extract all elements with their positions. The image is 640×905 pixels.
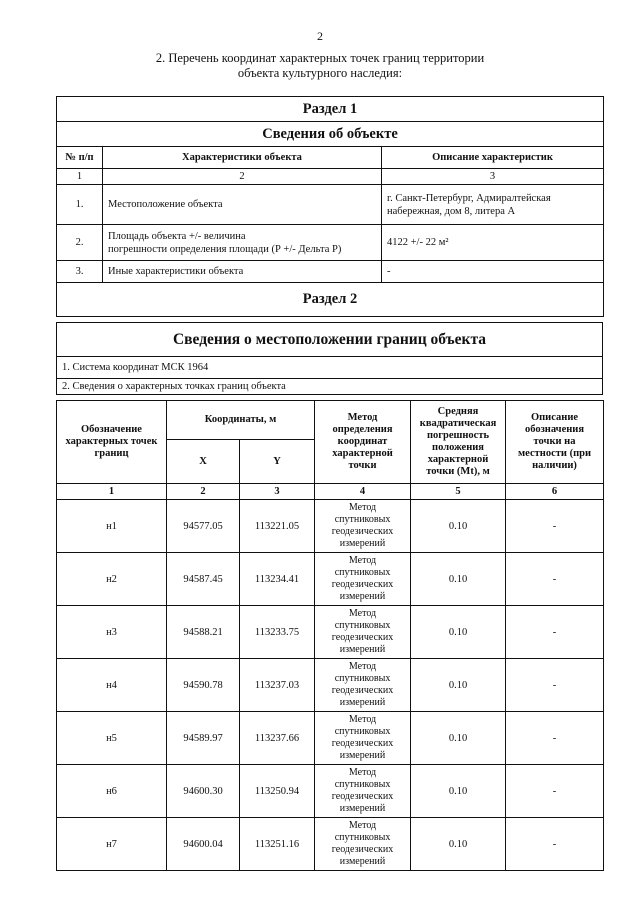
points-table: [56, 400, 604, 871]
method-line: спутниковых: [334, 673, 391, 684]
method-line: спутниковых: [334, 514, 391, 525]
characteristic-line: погрешности определения площади (Р +/- Дельта Р): [108, 243, 342, 255]
description-line: набережная, дом 8, литера А: [387, 205, 516, 217]
table-row: [57, 225, 604, 261]
table-row: [57, 185, 604, 225]
col-number-6: 6: [506, 484, 604, 500]
table-row: [57, 606, 604, 659]
point-x: 94587.45: [167, 553, 240, 606]
method-line: Метод: [348, 502, 377, 513]
method-line: спутниковых: [334, 832, 391, 843]
method-line: Метод: [348, 661, 377, 672]
point-description: -: [506, 818, 604, 871]
col-header-num: № п/п: [57, 147, 103, 169]
method-line: Метод: [348, 820, 377, 831]
point-method: [315, 712, 411, 765]
point-description: -: [506, 606, 604, 659]
method-line: измерений: [339, 803, 386, 814]
point-method: [315, 659, 411, 712]
point-y: 113251.16: [240, 818, 315, 871]
col-number-2: 2: [167, 484, 240, 500]
description-line: г. Санкт-Петербург, Адмиралтейская: [387, 192, 551, 204]
col-number-2: 2: [103, 169, 382, 185]
method-line: геодезических: [331, 791, 394, 802]
method-line: измерений: [339, 697, 386, 708]
point-y: 113250.94: [240, 765, 315, 818]
point-description: -: [506, 500, 604, 553]
point-name: н3: [57, 606, 167, 659]
header-x: X: [167, 440, 240, 484]
point-y: 113237.03: [240, 659, 315, 712]
points-caption: 2. Сведения о характерных точках границ объекта: [57, 379, 603, 395]
method-line: геодезических: [331, 844, 394, 855]
point-mt: 0.10: [411, 712, 506, 765]
method-line: геодезических: [331, 738, 394, 749]
point-x: 94588.21: [167, 606, 240, 659]
point-x: 94600.04: [167, 818, 240, 871]
col-number-5: 5: [411, 484, 506, 500]
table-row: [57, 659, 604, 712]
method-line: геодезических: [331, 579, 394, 590]
method-line: спутниковых: [334, 779, 391, 790]
method-line: Метод: [348, 555, 377, 566]
row-number: 3.: [57, 261, 103, 283]
section2-info-table: [56, 322, 603, 395]
header-y: Y: [240, 440, 315, 484]
point-mt: 0.10: [411, 553, 506, 606]
row-number: 1.: [57, 185, 103, 225]
header-error: Средняя квадратическая погрешность положения характерной точки (Mt), м: [411, 401, 506, 484]
characteristic-line: Площадь объекта +/- величина: [108, 230, 246, 242]
method-line: Метод: [348, 714, 377, 725]
header-description: Описание обозначения точки на местности (при наличии): [506, 401, 604, 484]
table-row: [57, 765, 604, 818]
col-header-description: Описание характеристик: [382, 147, 604, 169]
document-heading: [0, 51, 640, 81]
point-name: н7: [57, 818, 167, 871]
method-line: Метод: [348, 767, 377, 778]
point-method: [315, 500, 411, 553]
page-number: 2: [317, 29, 323, 43]
method-line: геодезических: [331, 685, 394, 696]
table-row: [57, 818, 604, 871]
header-method: Метод определения координат характерной точки: [315, 401, 411, 484]
point-mt: 0.10: [411, 500, 506, 553]
method-line: измерений: [339, 644, 386, 655]
heading-line-2: объекта культурного наследия:: [237, 66, 403, 80]
table-row: [57, 553, 604, 606]
point-name: н4: [57, 659, 167, 712]
method-line: измерений: [339, 538, 386, 549]
point-x: 94577.05: [167, 500, 240, 553]
col-number-3: 3: [382, 169, 604, 185]
col-number-3: 3: [240, 484, 315, 500]
col-number-4: 4: [315, 484, 411, 500]
method-line: Метод: [348, 608, 377, 619]
method-line: измерений: [339, 750, 386, 761]
description-cell: -: [382, 261, 604, 283]
coordinate-system: 1. Система координат МСК 1964: [57, 357, 603, 379]
point-method: [315, 765, 411, 818]
method-line: спутниковых: [334, 726, 391, 737]
method-line: измерений: [339, 591, 386, 602]
point-mt: 0.10: [411, 765, 506, 818]
point-mt: 0.10: [411, 659, 506, 712]
point-mt: 0.10: [411, 606, 506, 659]
header-coordinates: Координаты, м: [167, 401, 315, 440]
point-y: 113237.66: [240, 712, 315, 765]
heading-line-1: 2. Перечень координат характерных точек границ территории: [155, 51, 485, 65]
point-name: н2: [57, 553, 167, 606]
point-description: -: [506, 765, 604, 818]
point-y: 113234.41: [240, 553, 315, 606]
method-line: спутниковых: [334, 620, 391, 631]
table-row: [57, 712, 604, 765]
section1-subtitle: Сведения об объекте: [57, 122, 604, 147]
col-number-1: 1: [57, 484, 167, 500]
header-designation: Обозначение характерных точек границ: [57, 401, 167, 484]
method-line: геодезических: [331, 526, 394, 537]
description-cell: [382, 185, 604, 225]
row-number: 2.: [57, 225, 103, 261]
method-line: геодезических: [331, 632, 394, 643]
point-x: 94590.78: [167, 659, 240, 712]
description-cell: 4122 +/- 22 м²: [382, 225, 604, 261]
section2-subtitle: Сведения о местоположении границ объекта: [57, 323, 603, 357]
col-number-1: 1: [57, 169, 103, 185]
point-method: [315, 606, 411, 659]
characteristic-cell: [103, 225, 382, 261]
point-mt: 0.10: [411, 818, 506, 871]
characteristic-cell: Местоположение объекта: [103, 185, 382, 225]
point-name: н1: [57, 500, 167, 553]
point-x: 94600.30: [167, 765, 240, 818]
method-line: измерений: [339, 856, 386, 867]
point-description: -: [506, 659, 604, 712]
point-description: -: [506, 712, 604, 765]
section1-title: Раздел 1: [57, 97, 604, 122]
table-row: [57, 261, 604, 283]
point-name: н6: [57, 765, 167, 818]
point-y: 113233.75: [240, 606, 315, 659]
point-method: [315, 818, 411, 871]
table-row: [57, 500, 604, 553]
method-line: спутниковых: [334, 567, 391, 578]
section2-title: Раздел 2: [57, 283, 604, 317]
section1-table: [56, 96, 604, 317]
point-description: -: [506, 553, 604, 606]
characteristic-cell: Иные характеристики объекта: [103, 261, 382, 283]
point-name: н5: [57, 712, 167, 765]
col-header-characteristic: Характеристики объекта: [103, 147, 382, 169]
point-method: [315, 553, 411, 606]
point-x: 94589.97: [167, 712, 240, 765]
point-y: 113221.05: [240, 500, 315, 553]
